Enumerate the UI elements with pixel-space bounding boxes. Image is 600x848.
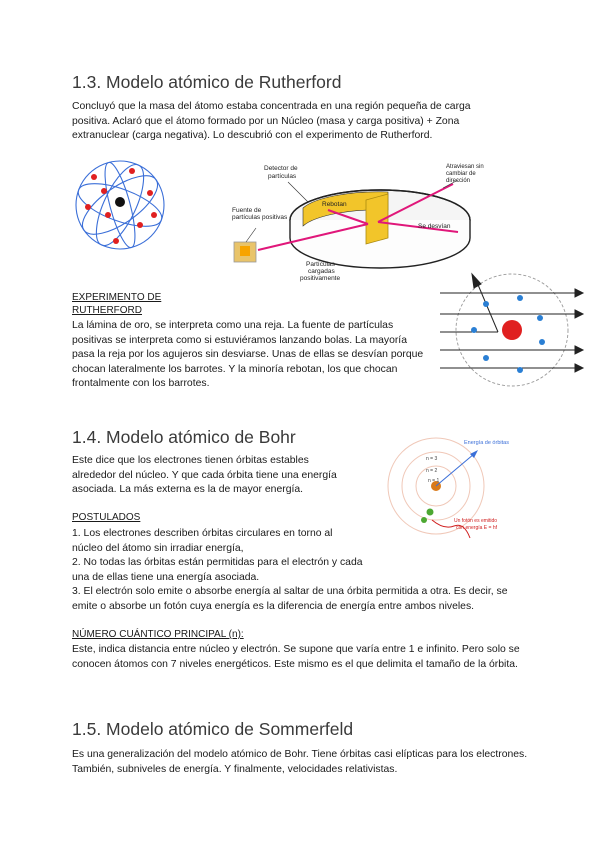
label-foton: Un fotón es emitido — [454, 518, 498, 524]
label-rebotan: Rebotan — [322, 201, 347, 208]
label-atraviesan: Atraviesan sin — [446, 164, 484, 170]
label-n1: n = 1 — [428, 478, 440, 484]
postulado-2: 2. No todas las órbitas están permitidas para el electrón y cada una de ellas tiene una energía asociada. — [72, 557, 363, 583]
label-energia-orbitas: Energía de órbitas — [464, 440, 509, 446]
numero-heading: NÚMERO CUÁNTICO PRINCIPAL (n): — [72, 629, 244, 640]
rutherford-atom-illustration — [70, 155, 170, 255]
label-atraviesan-3: dirección — [446, 178, 471, 184]
label-fuente: Fuente de — [232, 207, 262, 214]
label-n3: n = 3 — [426, 456, 438, 462]
experiment-text: La lámina de oro, se interpreta como una reja. La fuente de partículas positivas se interpreta como si estuviéramos lanzando bolas. La mayoría pasa la reja por los agujeros sin desviarse. Unas de ellas se desvían porque chocan lateralmente los barrotes. Y la minoría rebotan, los que chocan frontalmente con los barrotes. — [72, 320, 424, 390]
postulados-heading: POSTULADOS — [72, 512, 141, 523]
rutherford-intro: Concluyó que la masa del átomo estaba concentrada en una región pequeña de carga positiva. Aclaró que el átomo formado por un Núcleo (masa y carga positiva) + Zona extranuclear (carga negativa). Lo descubrió con el experimento de Rutherford. — [72, 101, 471, 142]
label-n2: n = 2 — [426, 468, 438, 474]
label-cargadas-3: positivamente — [300, 275, 341, 282]
label-foton-2: con energía E = hf — [456, 525, 498, 531]
label-cargadas: Partículas — [306, 261, 335, 268]
scattering-illustration — [440, 270, 585, 390]
label-fuente-2: partículas positivas — [232, 214, 288, 221]
label-cargadas-2: cargadas — [308, 268, 335, 275]
label-detector: Detector de — [264, 165, 298, 172]
bohr-intro: Este dice que los electrones tienen órbitas estables alrededor del núcleo. Y que cada órbita tiene una energía asociada. La más externa es la de mayor energía. — [72, 455, 337, 496]
rutherford-experiment-illustration — [228, 158, 528, 288]
bohr-title: 1.4. Modelo atómico de Bohr — [72, 427, 296, 447]
sommerfeld-text: Es una generalización del modelo atómico de Bohr. Tiene órbitas casi elípticas para los electrones. También, subniveles de energía. Y finalmente, velocidades relativistas. — [72, 749, 528, 775]
sommerfeld-title: 1.5. Modelo atómico de Sommerfeld — [72, 719, 354, 739]
bohr-illustration — [384, 434, 534, 554]
postulado-3: 3. El electrón solo emite o absorbe energía al saltar de una órbita permitida a otra. Es decir, se emite o absorbe un fotón cuya energía es la diferencia de energía entre ambos niveles. — [72, 586, 508, 612]
label-detector-2: partículas — [268, 173, 297, 180]
label-atraviesan-2: cambiar de — [446, 171, 476, 177]
experiment-heading: EXPERIMENTO DE RUTHERFORD — [72, 292, 162, 316]
label-se-desvian: Se desvían — [418, 223, 451, 230]
rutherford-title: 1.3. Modelo atómico de Rutherford — [72, 72, 342, 92]
numero-text: Este, indica distancia entre núcleo y electrón. Se supone que varía entre 1 e infinito. Pero solo se conocen átomos con 7 niveles energéticos. Este mismo es el que delimita el tamaño de la órbita. — [72, 644, 520, 670]
postulado-1: 1. Los electrones describen órbitas circulares en torno al núcleo del átomo sin irradiar energía, — [72, 528, 333, 554]
